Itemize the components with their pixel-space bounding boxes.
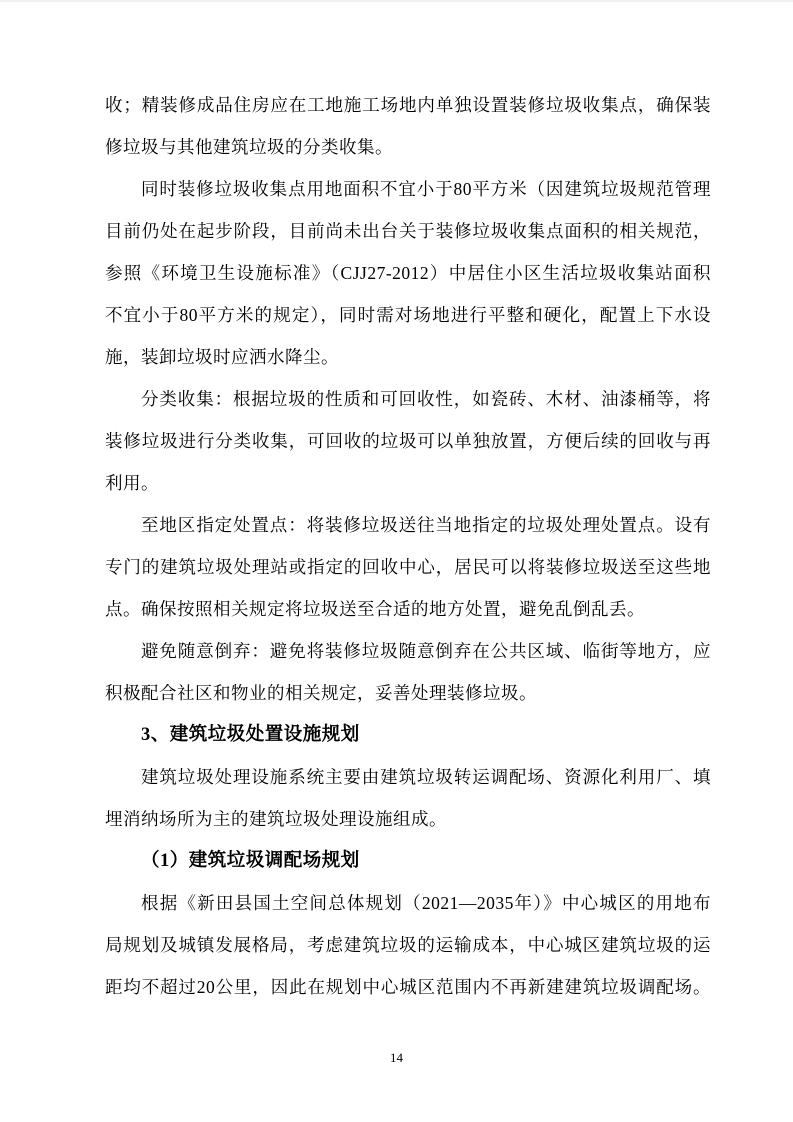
text-line: 局规划及城镇发展格局，考虑建筑垃圾的运输成本，中心城区建筑垃圾的运	[105, 935, 711, 955]
text-line: 修垃圾与其他建筑垃圾的分类收集。	[105, 137, 393, 157]
page-number: 14	[390, 1050, 403, 1065]
text-line: 专门的建筑垃圾处理站或指定的回收中心，居民可以将装修垃圾送至这些地	[105, 557, 711, 577]
text-line: 埋消纳场所为主的建筑垃圾处理设施组成。	[105, 809, 447, 829]
document-content	[105, 84, 711, 1008]
page-footer	[0, 1049, 793, 1067]
text-line: 根据《新田县国土空间总体规划（2021—2035年）》中心城区的用地布	[141, 893, 711, 913]
text-line: 积极配合社区和物业的相关规定，妥善处理装修垃圾。	[105, 683, 537, 703]
text-line: 避免随意倒弃：避免将装修垃圾随意倒弃在公共区域、临街等地方，应	[141, 641, 711, 661]
text-line: 收；精装修成品住房应在工地施工场地内单独设置装修垃圾收集点，确保装	[105, 95, 711, 115]
text-line: 施，装卸垃圾时应洒水降尘。	[105, 347, 339, 367]
text-line: 分类收集：根据垃圾的性质和可回收性，如瓷砖、木材、油漆桶等，将	[141, 389, 711, 409]
section-heading: 3、建筑垃圾处置设施规划	[141, 725, 360, 745]
section-heading: （1）建筑垃圾调配场规划	[141, 851, 360, 871]
text-line: 点。确保按照相关规定将垃圾送至合适的地方处置，避免乱倒乱丢。	[105, 599, 645, 619]
text-line: 至地区指定处置点：将装修垃圾送往当地指定的垃圾处理处置点。设有	[141, 515, 711, 535]
text-line: 建筑垃圾处理设施系统主要由建筑垃圾转运调配场、资源化利用厂、填	[141, 767, 711, 787]
text-line: 参照《环境卫生设施标准》（CJJ27-2012）中居住小区生活垃圾收集站面积	[105, 263, 711, 283]
text-line: 装修垃圾进行分类收集，可回收的垃圾可以单独放置，方便后续的回收与再	[105, 431, 711, 451]
text-line: 同时装修垃圾收集点用地面积不宜小于80平方米（因建筑垃圾规范管理	[141, 179, 711, 199]
text-line: 利用。	[105, 473, 159, 493]
text-line: 目前仍处在起步阶段，目前尚未出台关于装修垃圾收集点面积的相关规范，	[105, 221, 711, 241]
text-line: 不宜小于80平方米的规定），同时需对场地进行平整和硬化，配置上下水设	[105, 305, 711, 325]
text-line: 距均不超过20公里，因此在规划中心城区范围内不再新建建筑垃圾调配场。	[105, 977, 711, 997]
